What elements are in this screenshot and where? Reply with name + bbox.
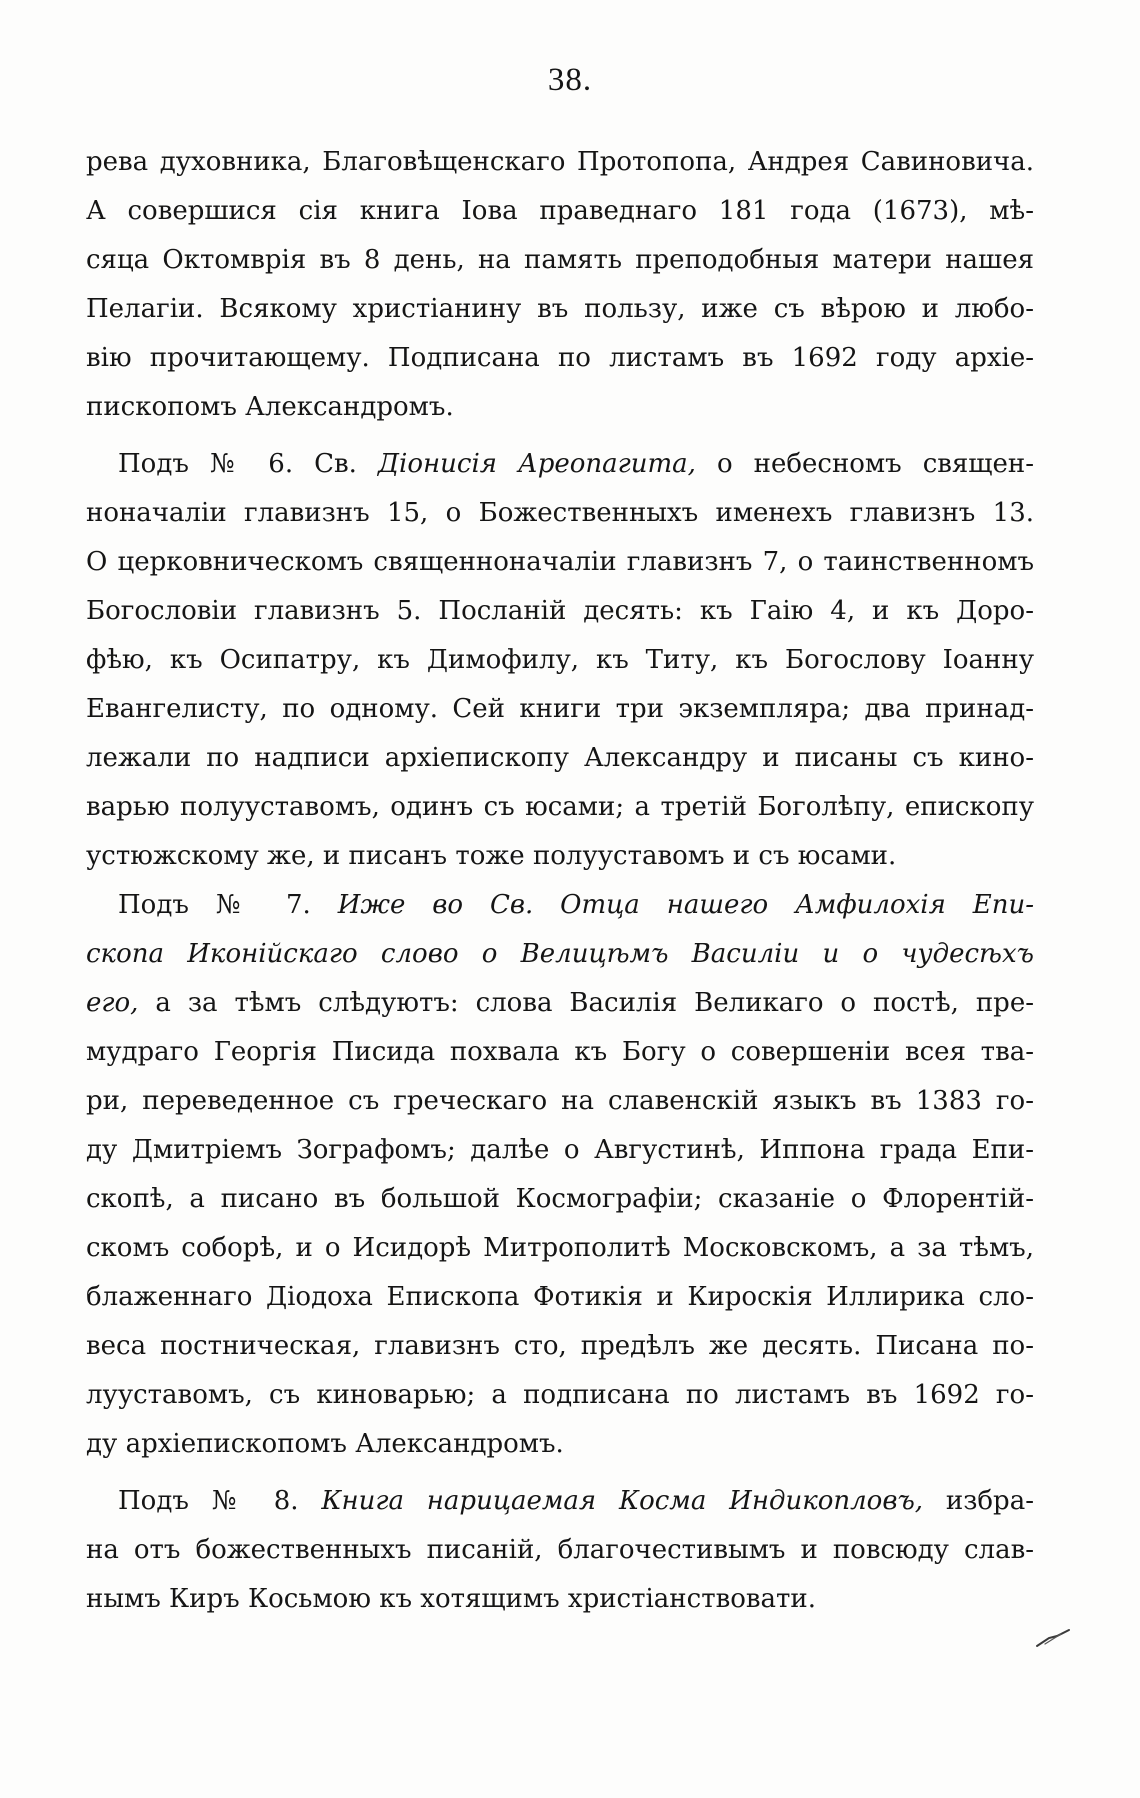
text-line: ду Дмитріемъ Зографомъ; далѣе о Августинѣ, Иппона града Епи- — [86, 1135, 1034, 1165]
text-line: блаженнаго Діодоха Епископа Фотикія и Кироскія Иллирика сло- — [86, 1282, 1034, 1312]
paragraph-2 — [86, 440, 1034, 881]
text-line: веса постническая, главизнъ сто, предѣлъ же десять. Писана по- — [86, 1331, 1034, 1361]
text-line: скомъ соборѣ, и о Исидорѣ Митрополитѣ Московскомъ, а за тѣмъ, — [86, 1233, 1034, 1263]
text-line: нымъ Киръ Косьмою къ хотящимъ христіанствовати. — [86, 1584, 816, 1614]
text-span: Подъ № 8. — [118, 1486, 322, 1516]
page-number: 38. — [547, 62, 593, 98]
page-body-text — [86, 138, 1034, 1624]
pencil-mark-icon — [1035, 1628, 1071, 1650]
text-line: Пелагіи. Всякому христіанину въ пользу, иже съ вѣрою и любо- — [86, 294, 1034, 324]
text-line: лууставомъ, съ киноварью; а подписана по листамъ въ 1692 го- — [86, 1380, 1034, 1410]
text-line: вію прочитающему. Подписана по листамъ въ 1692 году архіе- — [86, 343, 1034, 373]
italic-title: Иже во Св. Отца нашего Амфилохія Епи- — [337, 890, 1034, 920]
text-span: а за тѣмъ слѣдуютъ: слова Василія Великаго о постѣ, пре- — [138, 988, 1034, 1018]
text-line: А совершися сія книга Іова праведнаго 181 года (1673), мѣ- — [86, 196, 1034, 226]
text-span: Подъ № 7. — [118, 890, 338, 920]
italic-title-line: скопа Иконійскаго слово о Велицѣмъ Василіи и о чудесѣхъ — [86, 939, 1034, 969]
text-line: сяца Октомврія въ 8 день, на память преподобныя матери нашея — [86, 245, 1034, 275]
text-span: о небесномъ священ- — [695, 449, 1034, 479]
paragraph-3-first-line — [86, 881, 1034, 930]
italic-title: Книга нарицаемая Косма Индикопловъ, — [321, 1486, 924, 1516]
text-line: устюжскому же, и писанъ тоже полууставомъ и съ юсами. — [86, 841, 897, 871]
text-line: скопѣ, а писано въ большой Космографіи; сказаніе о Флорентій- — [86, 1184, 1034, 1214]
text-line: мудраго Георгія Писида похвала къ Богу о совершеніи всея тва- — [86, 1037, 1034, 1067]
paragraph-4-first-line — [86, 1477, 1034, 1526]
text-line: ноначаліи главизнъ 15, о Божественныхъ именехъ главизнъ 13. — [86, 498, 1034, 528]
paragraph-2-first-line — [86, 440, 1034, 489]
text-line: Богословіи главизнъ 5. Посланій десять: къ Гаію 4, и къ Доро- — [86, 596, 1034, 626]
text-line: О церковническомъ священноначаліи главизнъ 7, о таинственномъ — [86, 547, 1034, 577]
mixed-line — [86, 979, 1034, 1028]
text-line: варью полууставомъ, одинъ съ юсами; а третій Боголѣпу, епископу — [86, 792, 1034, 822]
text-line: рева духовника, Благовѣщенскаго Протопопа, Андрея Савиновича. — [86, 147, 1034, 177]
paragraph-4 — [86, 1477, 1034, 1624]
italic-title: его, — [86, 988, 139, 1018]
text-line: ри, переведенное съ греческаго на славенскій языкъ въ 1383 го- — [86, 1086, 1034, 1116]
text-span: Подъ № 6. Св. — [118, 449, 378, 479]
text-line: пископомъ Александромъ. — [86, 392, 454, 422]
italic-title: Діонисія Ареопагита, — [377, 449, 696, 479]
text-line: фѣю, къ Осипатру, къ Димофилу, къ Титу, къ Богослову Іоанну — [86, 645, 1034, 675]
paragraph-3 — [86, 881, 1034, 1469]
text-line: на отъ божественныхъ писаній, благочестивымъ и повсюду слав- — [86, 1535, 1034, 1565]
paragraph-1 — [86, 138, 1034, 432]
text-line: ду архіепископомъ Александромъ. — [86, 1429, 564, 1459]
text-line: лежали по надписи архіепископу Александру и писаны съ кино- — [86, 743, 1034, 773]
text-span: избра- — [923, 1486, 1034, 1516]
text-line: Евангелисту, по одному. Сей книги три экземпляра; два принад- — [86, 694, 1034, 724]
